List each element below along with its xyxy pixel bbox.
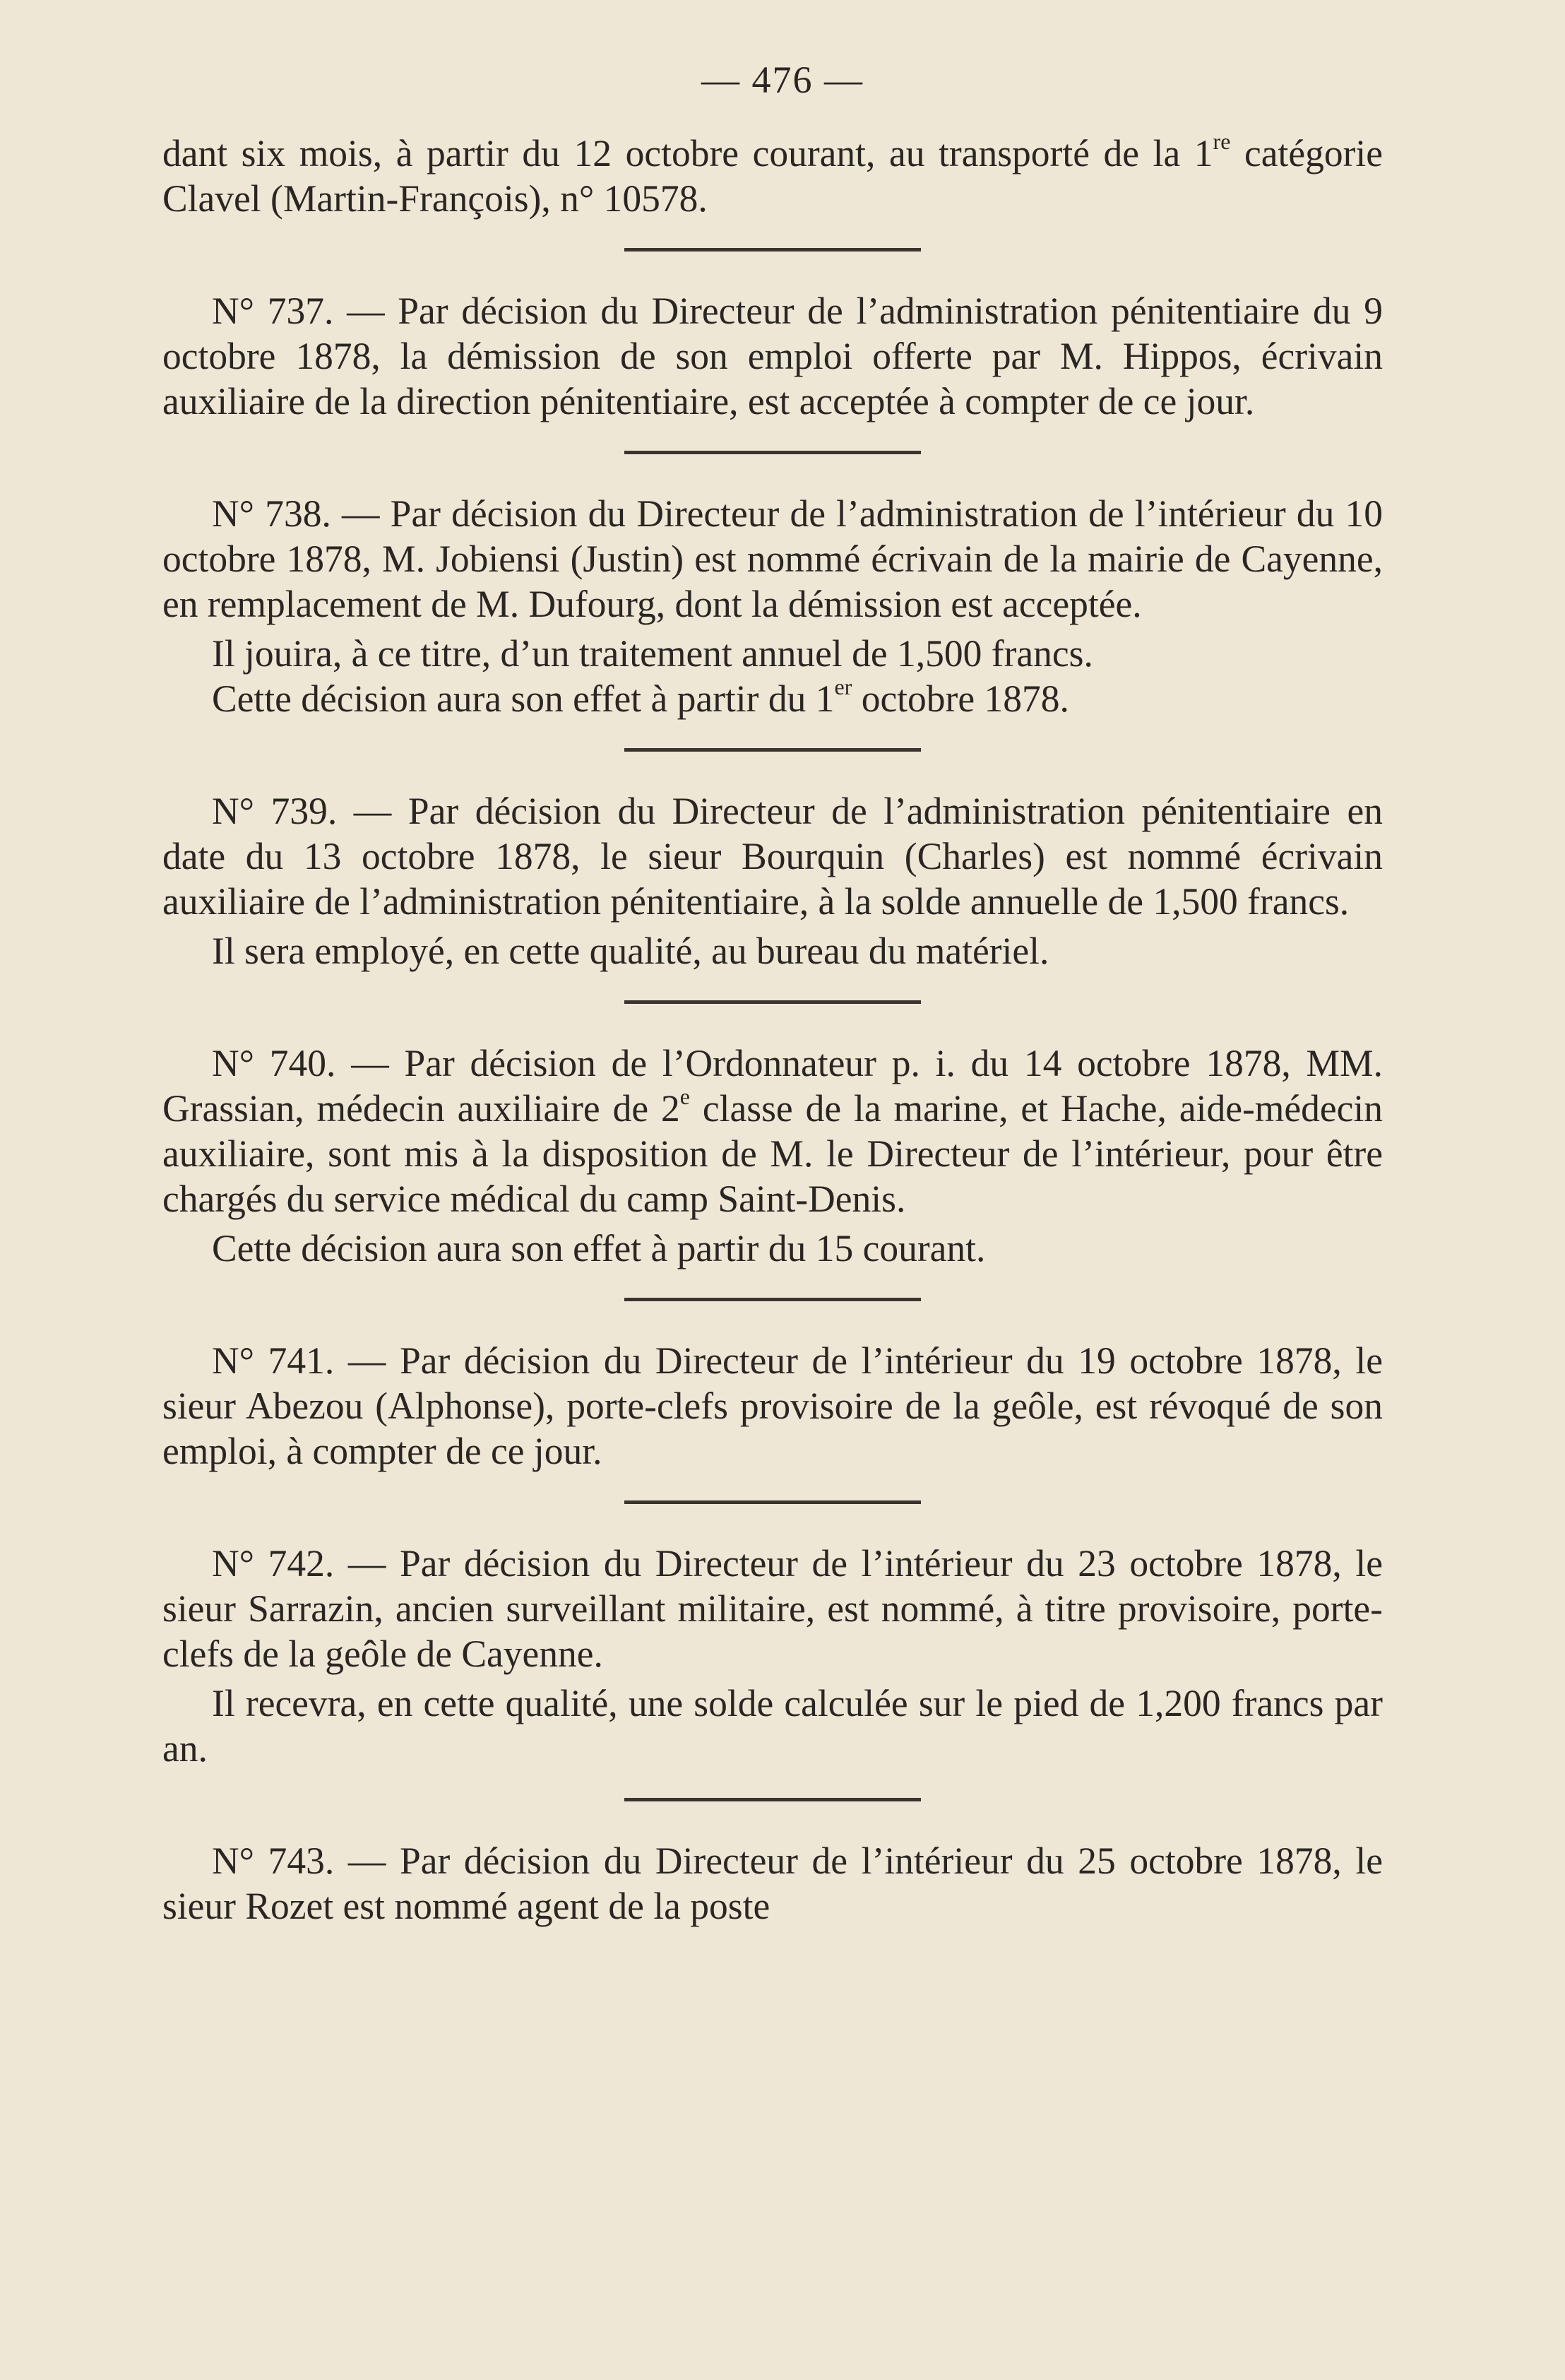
entry-740-a: N° 740. — Par décision de l’Ordonnateur p. i. du 14 octobre 1878, MM. Grassian, médecin auxiliaire de 2 [162,1042,1383,1130]
entry-742-pay: Il recevra, en cette qualité, une solde calculée sur le pied de 1,200 francs par an. [162,1682,1383,1770]
separator-rule [624,1000,921,1004]
intro-line-1: dant six mois, à partir du 12 octobre courant, au transporté de [162,132,1140,174]
separator-rule [624,1298,921,1301]
entry-738-effective-b: octobre 1878. [852,677,1069,720]
intro-line-2a: la 1 [1153,132,1213,174]
entry-738: N° 738. — Par décision du Directeur de l’administration de l’intérieur du 10 octobre 1878, M. Jobiensi (Justin) est nommé écrivain de la mairie de Cayenne, en remplacement de M. Dufourg, dont la démission est acceptée. [162,492,1383,625]
intro-line-2b: catégorie Clavel (Martin-François), n° 10578. [162,132,1383,220]
entry-738-effective-superscript: er [834,674,852,699]
entry-739-assignment: Il sera employé, en cette qualité, au bureau du matériel. [212,930,1049,972]
entry-740-superscript: e [679,1084,690,1109]
intro-paragraph [162,131,1383,221]
separator-rule [624,748,921,752]
entry-737: N° 737. — Par décision du Directeur de l’administration pénitentiaire du 9 octobre 1878, la démission de son emploi offerte par M. Hippos, écrivain auxiliaire de la direction pénitentiaire, est acceptée à compter de ce jour. [162,290,1383,422]
entry-738-effective-a: Cette décision aura son effet à partir du 1 [212,677,835,720]
intro-line-2-superscript: re [1213,129,1231,154]
entry-740 [162,1041,1383,1221]
entry-742: N° 742. — Par décision du Directeur de l’intérieur du 23 octobre 1878, le sieur Sarrazin, ancien surveillant militaire, est nommé, à titre provisoire, porte-clefs de la geôle de Cayenne. [162,1542,1383,1675]
separator-rule [624,248,921,251]
text-column [162,131,1383,1929]
entry-738-effective [162,676,1383,721]
separator-rule [624,1798,921,1801]
entry-740-b: classe de la marine, et Hache, aide-médecin auxiliaire, sont mis à la disposition de M. le Directeur de l’intérieur, pour être chargés du service médical du camp Saint-Denis. [162,1087,1383,1220]
entry-739: N° 739. — Par décision du Directeur de l’administration pénitentiaire en date du 13 octobre 1878, le sieur Bourquin (Charles) est nommé écrivain auxiliaire de l’administration pénitentiaire, à la solde annuelle de 1,500 francs. [162,790,1383,923]
entry-741: N° 741. — Par décision du Directeur de l’intérieur du 19 octobre 1878, le sieur Abezou (Alphonse), porte-clefs provisoire de la geôle, est révoqué de son emploi, à compter de ce jour. [162,1339,1383,1472]
entry-740-effective: Cette décision aura son effet à partir du 15 courant. [212,1227,986,1269]
entry-743: N° 743. — Par décision du Directeur de l’intérieur du 25 octobre 1878, le sieur Rozet est nommé agent de la poste [162,1840,1383,1927]
separator-rule [624,451,921,454]
entry-738-salary: Il jouira, à ce titre, d’un traitement annuel de 1,500 francs. [212,632,1093,675]
separator-rule [624,1500,921,1504]
page-number: — 476 — [701,59,864,101]
